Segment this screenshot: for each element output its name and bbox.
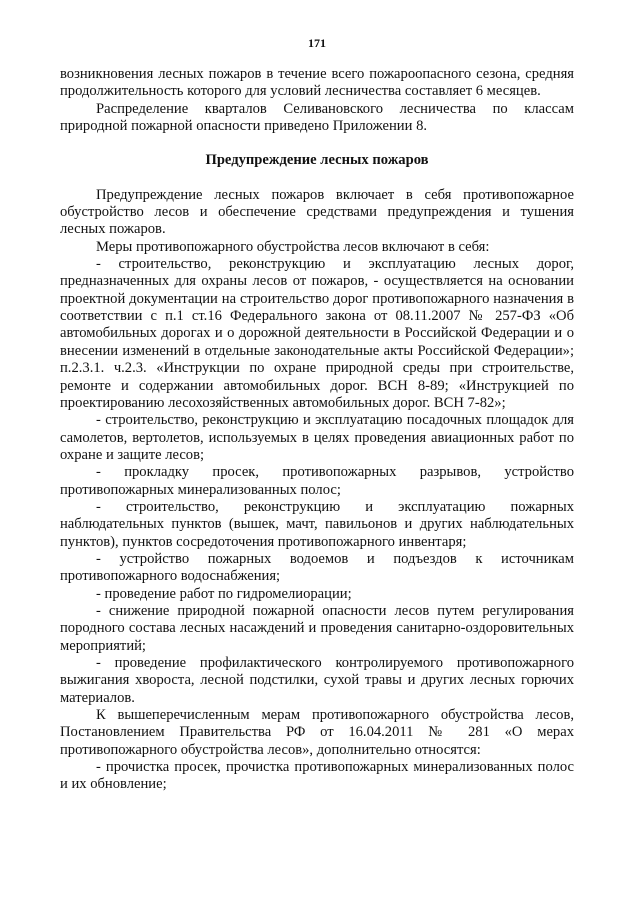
document-body — [60, 66, 574, 794]
list-item: - устройство пожарных водоемов и подъездов к источникам противопожарного водоснабжения; — [60, 550, 574, 585]
list-item: - строительство, реконструкцию и эксплуатацию лесных дорог, предназначенных для охраны лесов от пожаров, - осуществляется на основании проектной документации на строительство дорог противопожарного назначения в соответствии с п.1 ст.16 Федерального закона от 08.11.2007 № 257-ФЗ «Об автомобильных дорогах и о дорожной деятельности в Российской Федерации и о внесении изменений в отдельные законодательные акты Российской Федерации»; п.2.3.1. ч.2.3. «Инструкции по охране природной среды при строительстве, ремонте и содержании автомобильных дорог. ВСН 8-89; «Инструкцией по проектированию лесохозяйственных автомобильных дорог. ВСН 7-82»; — [60, 256, 574, 411]
list-item: - проведение профилактического контролируемого противопожарного выжигания хвороста, лесной подстилки, сухой травы и других лесных горючих материалов. — [60, 655, 574, 706]
measures-list — [60, 256, 574, 707]
list-item: - снижение природной пожарной опасности лесов путем регулирования породного состава лесных насаждений и проведения санитарно-оздоровительных мероприятий; — [60, 602, 574, 654]
page-number: 171 — [308, 36, 326, 50]
paragraph-measures-intro: Меры противопожарного обустройства лесов включают в себя: — [96, 238, 490, 255]
list-item: - проведение работ по гидромелиорации; — [96, 585, 352, 602]
paragraph-intro: Предупреждение лесных пожаров включает в себя противопожарное обустройство лесов и обеспечение средствами предупреждения и тушения лесных пожаров. — [60, 186, 574, 238]
paragraph-quarters-distribution: Распределение кварталов Селивановского лесничества по классам природной пожарной опасности приведено Приложении 8. — [60, 100, 574, 135]
paragraph-resolution: К вышеперечисленным мерам противопожарного обустройства лесов, Постановлением Правительства РФ от 16.04.2011 № 281 «О мерах противопожарного обустройства лесов», дополнительно относятся: — [60, 707, 574, 758]
list-item: - строительство, реконструкцию и эксплуатацию посадочных площадок для самолетов, вертолетов, используемых в целях проведения авиационных работ по охране и защите лесов; — [60, 412, 574, 463]
additional-measures-list — [60, 759, 574, 794]
section-heading: Предупреждение лесных пожаров — [205, 152, 429, 169]
list-item: - строительство, реконструкцию и эксплуатацию пожарных наблюдательных пунктов (вышек, мачт, павильонов и других наблюдательных пунктов), пунктов сосредоточения противопожарного инвентаря; — [60, 498, 574, 550]
list-item: - прокладку просек, противопожарных разрывов, устройство противопожарных минерализованных полос; — [60, 464, 574, 498]
list-item: - прочистка просек, прочистка противопожарных минерализованных полос и их обновление; — [60, 759, 574, 793]
paragraph-fire-season: возникновения лесных пожаров в течение всего пожароопасного сезона, средняя продолжительность которого для условий лесничества составляет 6 месяцев. — [60, 66, 574, 100]
